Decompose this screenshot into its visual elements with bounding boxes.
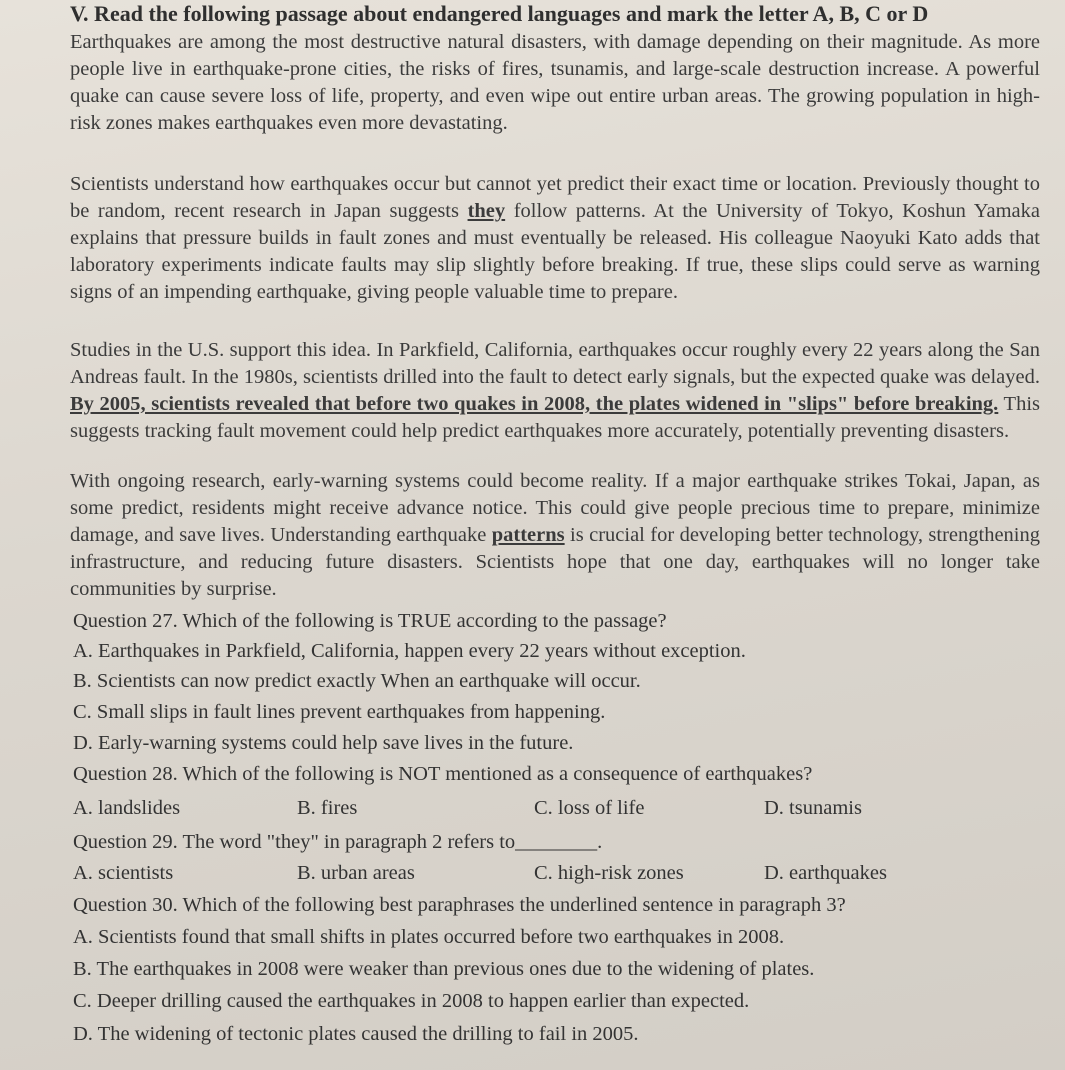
worksheet-page bbox=[70, 0, 1045, 1070]
question-30-option-a[interactable]: A. Scientists found that small shifts in plates occurred before two earthquakes in 2008. bbox=[73, 926, 785, 948]
question-29-option-c[interactable]: C. high-risk zones bbox=[534, 862, 684, 884]
question-29-stem: Question 29. The word "they" in paragraph 2 refers to________. bbox=[73, 831, 603, 853]
question-28-option-d[interactable]: D. tsunamis bbox=[764, 797, 862, 819]
underlined-word-patterns: patterns bbox=[491, 524, 565, 546]
question-28-stem: Question 28. Which of the following is NOT mentioned as a consequence of earthquakes? bbox=[73, 763, 813, 785]
question-28-option-b[interactable]: B. fires bbox=[297, 797, 358, 819]
paragraph-1: Earthquakes are among the most destructive natural disasters, with damage depending on their magnitude. As more people live in earthquake-prone cities, the risks of fires, tsunamis, and large-scale destruction increase. A powerful quake can cause severe loss of life, property, and even wipe out entire urban areas. The growing population in high-risk zones makes earthquakes even more devastating. bbox=[70, 31, 1040, 134]
paragraph-3-text-before: Studies in the U.S. support this idea. In Parkfield, California, earthquakes occur roughly every 22 years along the San Andreas fault. In the 1980s, scientists drilled into the fault to detect early signals, but the expected quake was delayed. bbox=[70, 339, 1040, 388]
question-28-option-c[interactable]: C. loss of life bbox=[534, 797, 645, 819]
question-27-stem: Question 27. Which of the following is TRUE according to the passage? bbox=[73, 610, 667, 632]
paragraph-2-text-before: Scientists understand how earthquakes occur but cannot yet predict their exact time or location. Previously thought to be random, recent research in Japan suggests bbox=[70, 173, 1040, 222]
question-29-option-b[interactable]: B. urban areas bbox=[297, 862, 415, 884]
underlined-sentence: By 2005, scientists revealed that before two quakes in 2008, the plates widened in "slips" before breaking. bbox=[70, 393, 999, 415]
question-27-option-c[interactable]: C. Small slips in fault lines prevent earthquakes from happening. bbox=[73, 701, 606, 723]
question-30-option-b[interactable]: B. The earthquakes in 2008 were weaker than previous ones due to the widening of plates. bbox=[73, 958, 815, 980]
question-29-option-d[interactable]: D. earthquakes bbox=[764, 862, 887, 884]
question-29-option-a[interactable]: A. scientists bbox=[73, 862, 174, 884]
paragraph-4-text-before: With ongoing research, early-warning systems could become reality. If a major earthquake strikes Tokai, Japan, as some predict, residents might receive advance notice. This could give people precious time to prepare, minimize damage, and save lives. Understanding earthquake bbox=[70, 470, 1040, 546]
paragraph-4 bbox=[70, 468, 1040, 603]
question-30-stem: Question 30. Which of the following best paraphrases the underlined sentence in paragraph 3? bbox=[73, 894, 846, 916]
question-28-option-a[interactable]: A. landslides bbox=[73, 797, 181, 819]
question-27-option-d[interactable]: D. Early-warning systems could help save lives in the future. bbox=[73, 732, 574, 754]
paragraph-2-text-after: follow patterns. At the University of Tokyo, Koshun Yamaka explains that pressure builds in fault zones and must eventually be released. His colleague Naoyuki Kato adds that laboratory experiments indicate faults may slip slightly before breaking. If true, these slips could serve as warning signs of an impending earthquake, giving people valuable time to prepare. bbox=[70, 200, 1040, 303]
paragraph-3-text-after: This suggests tracking fault movement could help predict earthquakes more accurately, potentially preventing disasters. bbox=[70, 393, 1040, 442]
paragraph-3 bbox=[70, 337, 1040, 445]
question-27-option-b[interactable]: B. Scientists can now predict exactly When an earthquake will occur. bbox=[73, 670, 641, 692]
question-27-option-a[interactable]: A. Earthquakes in Parkfield, California, happen every 22 years without exception. bbox=[73, 640, 746, 662]
question-30-option-d[interactable]: D. The widening of tectonic plates caused the drilling to fail in 2005. bbox=[73, 1023, 639, 1045]
underlined-word-they: they bbox=[467, 200, 506, 222]
paragraph-4-text-after: is crucial for developing better technology, strengthening infrastructure, and reducing future disasters. Scientists hope that one day, earthquakes will no longer take communities by surprise. bbox=[70, 524, 1040, 600]
section-heading: V. Read the following passage about endangered languages and mark the letter A, B, C or D bbox=[70, 1, 929, 26]
question-30-option-c[interactable]: C. Deeper drilling caused the earthquakes in 2008 to happen earlier than expected. bbox=[73, 990, 750, 1012]
paragraph-2 bbox=[70, 171, 1040, 306]
